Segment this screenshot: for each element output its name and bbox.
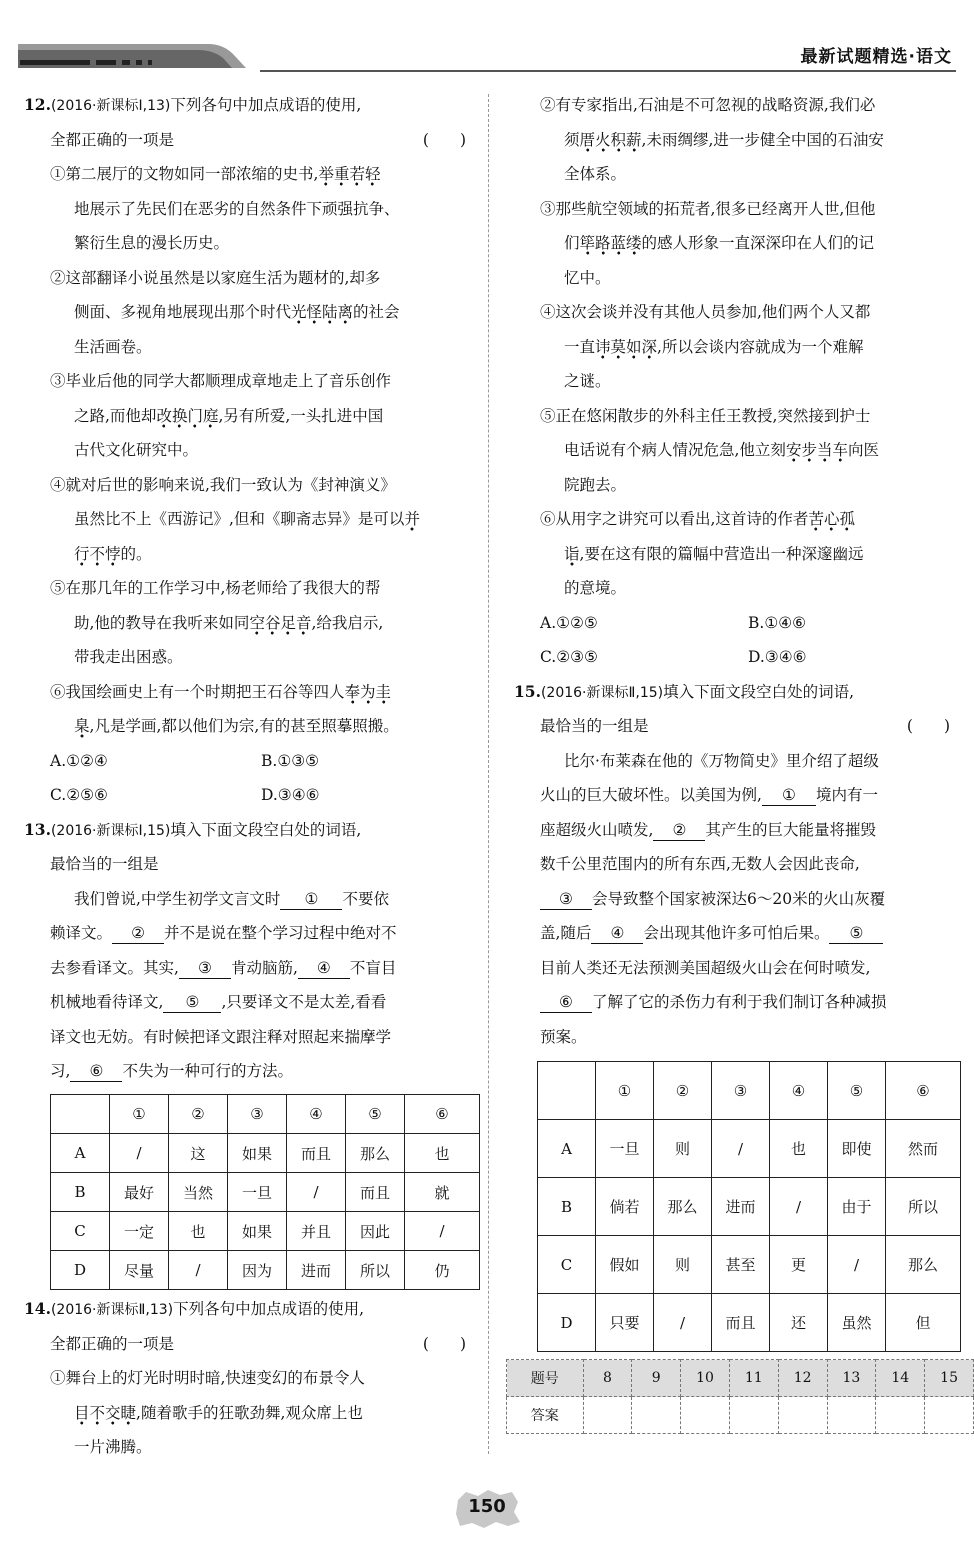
q13-text2b: 并不是说在整个学习过程中绝对不 xyxy=(164,924,397,942)
q13-blank-4[interactable]: ④ xyxy=(298,958,350,979)
q14-s3-idiom: 筚路蓝缕 xyxy=(580,234,642,256)
q14-source: (2016·新课标Ⅱ,13) xyxy=(50,1302,174,1318)
q12-option-b[interactable]: B.①③⑤ xyxy=(261,751,320,770)
q12-s6-idiom-a: 奉为圭 xyxy=(345,683,392,705)
table-cell: 则 xyxy=(654,1120,712,1178)
table-cell: 也 xyxy=(405,1134,480,1173)
q12-s1-line3: 繁衍生息的漫长历史。 xyxy=(74,234,230,252)
table-cell: 一旦 xyxy=(228,1173,287,1212)
q12-s4-line1: ④就对后世的影响来说,我们一致认为《封神演义》 xyxy=(50,475,396,494)
question-number: 9 xyxy=(632,1360,681,1397)
header-title: 最新试题精选·语文 xyxy=(800,47,952,67)
table-row xyxy=(51,1212,480,1251)
q13-text4: 机械地看待译文, xyxy=(50,993,164,1011)
table-cell: ③ xyxy=(712,1062,770,1120)
table-cell: 甚至 xyxy=(712,1236,770,1294)
q15-text2b: 境内有一 xyxy=(815,786,878,804)
table-cell: 进而 xyxy=(712,1178,770,1236)
table-cell: 还 xyxy=(770,1294,828,1352)
table-cell: 而且 xyxy=(287,1134,346,1173)
q12-s6-text: ⑥我国绘画史上有一个时期把王石谷等四人 xyxy=(50,682,345,701)
table-row xyxy=(507,1397,974,1434)
q12-s3-text2: ,另有所爱,一头扎进中国 xyxy=(218,406,384,425)
q14-s2-line3: 全体系。 xyxy=(564,165,627,183)
q14-s1-idiom: 目不交睫 xyxy=(74,1404,136,1426)
q13-text5: 译文也无妨。有时候把译文跟注释对照起来揣摩学 xyxy=(50,1027,392,1046)
table-cell: 这 xyxy=(169,1134,228,1173)
header-rule xyxy=(260,70,956,72)
q14-option-b[interactable]: B.①④⑥ xyxy=(748,613,807,632)
table-cell: 而且 xyxy=(712,1294,770,1352)
table-cell: A xyxy=(51,1134,110,1173)
answer-cell[interactable] xyxy=(632,1397,681,1434)
table-cell: 也 xyxy=(770,1120,828,1178)
q14-s5-line1: ⑤正在悠闲散步的外科主任王教授,突然接到护士 xyxy=(540,406,871,425)
table-cell: ⑥ xyxy=(405,1095,480,1134)
q14-s3-line3: 忆中。 xyxy=(564,268,611,287)
q15-answer-paren[interactable]: ( ) xyxy=(906,717,950,735)
q14-s1-text: ,随着歌手的狂歌劲舞,观众席上也 xyxy=(136,1403,363,1422)
table-cell: ④ xyxy=(287,1095,346,1134)
table-cell: ② xyxy=(654,1062,712,1120)
table-cell: 由于 xyxy=(828,1178,886,1236)
q15-text9: 预案。 xyxy=(540,1027,587,1046)
q14-option-c[interactable]: C.②③⑤ xyxy=(540,648,598,666)
q13-stem2: 最恰当的一组是 xyxy=(50,855,159,873)
q14-s3-line1: ③那些航空领域的拓荒者,很多已经离开人世,但他 xyxy=(540,199,876,218)
q12-s4-text: 虽然比不上《西游记》,但和《聊斋志异》是可以 xyxy=(74,510,405,528)
table-row xyxy=(538,1294,961,1352)
left-column xyxy=(24,88,472,1089)
question-number: 12 xyxy=(778,1360,827,1397)
q12-s3-line1: ③毕业后他的同学大都顺理成章地走上了音乐创作 xyxy=(50,372,392,390)
q14-s4-text: 一直 xyxy=(564,337,596,356)
q15-text3b: 其产生的巨大能量将摧毁 xyxy=(705,820,876,839)
q15-blank-1[interactable]: ① xyxy=(762,785,816,806)
table-cell: 就 xyxy=(405,1173,480,1212)
question-number: 13 xyxy=(827,1360,876,1397)
q12-s5-line1: ⑤在那几年的工作学习中,杨老师给了我很大的帮 xyxy=(50,579,381,597)
table-cell: 而且 xyxy=(346,1173,405,1212)
table-cell: B xyxy=(538,1178,596,1236)
q12-s4-idiom-b: 行不悖 xyxy=(74,545,121,567)
q14-s6-line3: 的意境。 xyxy=(564,579,627,597)
q14-s2-text2: ,未雨绸缪,进一步健全中国的石油安 xyxy=(641,130,884,149)
table-cell: 但 xyxy=(886,1294,961,1352)
q15-text7: 目前人类还无法预测美国超级火山会在何时喷发, xyxy=(540,958,871,977)
table-row xyxy=(507,1360,974,1397)
table-cell: 那么 xyxy=(346,1134,405,1173)
table-cell: 即使 xyxy=(828,1120,886,1178)
q13-blank-6[interactable]: ⑥ xyxy=(70,1061,122,1082)
table-cell: 只要 xyxy=(596,1294,654,1352)
q13-stem: 填入下面文段空白处的词语, xyxy=(170,820,362,839)
q14-stem: 下列各句中加点成语的使用, xyxy=(173,1300,365,1318)
table-cell: / xyxy=(770,1178,828,1236)
table-row xyxy=(538,1178,961,1236)
q13-blank-5[interactable]: ⑤ xyxy=(163,992,221,1013)
q14-s4-text2: ,所以会谈内容就成为一个难解 xyxy=(657,337,864,356)
q12-s2-line1: ②这部翻译小说虽然是以家庭生活为题材的,却多 xyxy=(50,268,381,287)
q13-text4b: ,只要译文不是太差,看看 xyxy=(221,993,387,1011)
table-cell: 所以 xyxy=(886,1178,961,1236)
q12-s1-idiom: 举重若轻 xyxy=(318,165,380,187)
q14-s5-text: 电话说有个病人情况危急,他立刻 xyxy=(564,441,786,459)
q14-block xyxy=(24,1292,472,1465)
q12-s2-idiom: 光怪陆离 xyxy=(291,303,353,325)
table-row xyxy=(51,1251,480,1290)
answer-cell[interactable] xyxy=(681,1397,730,1434)
table-cell: 假如 xyxy=(596,1236,654,1294)
table-cell: ③ xyxy=(228,1095,287,1134)
q14-number: 14. xyxy=(24,1299,51,1318)
table-cell: 一旦 xyxy=(596,1120,654,1178)
table-cell: ⑥ xyxy=(886,1062,961,1120)
q12-s6-text2: ,凡是学画,都以他们为宗,有的甚至照摹照搬。 xyxy=(89,717,399,735)
table-cell: D xyxy=(538,1294,596,1352)
table-cell: 倘若 xyxy=(596,1178,654,1236)
table-cell: D xyxy=(51,1251,110,1290)
q12-s6-idiom-b: 臬 xyxy=(74,717,90,739)
table-cell: ⑤ xyxy=(828,1062,886,1120)
answer-cell[interactable] xyxy=(925,1397,974,1434)
q12-s5-idiom: 空谷足音 xyxy=(249,614,311,636)
table-row xyxy=(538,1236,961,1294)
table-cell: ② xyxy=(169,1095,228,1134)
table-cell: 仍 xyxy=(405,1251,480,1290)
q14-s5-line3: 院跑去。 xyxy=(564,475,627,494)
q12-s4-idiom-a: 并 xyxy=(404,510,420,532)
q12-option-a[interactable]: A.①②④ xyxy=(50,751,108,770)
table-cell: C xyxy=(538,1236,596,1294)
q14-option-a[interactable]: A.①②⑤ xyxy=(540,613,598,632)
table-cell: A xyxy=(538,1120,596,1178)
table-cell: 则 xyxy=(654,1236,712,1294)
page-number: 150 xyxy=(468,1496,506,1517)
q15-options-table xyxy=(537,1061,961,1352)
table-row xyxy=(538,1120,961,1178)
q14-s4-line1: ④这次会谈并没有其他人员参加,他们两个人又都 xyxy=(540,303,871,321)
table-cell: B xyxy=(51,1173,110,1212)
header-decoration xyxy=(18,40,248,68)
q12-s5-text2: ,给我启示, xyxy=(311,613,384,632)
table-cell: / xyxy=(828,1236,886,1294)
question-number: 15 xyxy=(925,1360,974,1397)
q15-source: (2016·新课标Ⅱ,15) xyxy=(540,684,664,701)
q15-text1: 比尔·布莱森在他的《万物简史》里介绍了超级 xyxy=(564,751,879,770)
q14-s5-idiom: 安步当车 xyxy=(786,441,848,463)
q15-number: 15. xyxy=(514,681,541,701)
q14-s6-idiom-b: 诣 xyxy=(564,545,580,567)
q15-blank-3[interactable]: ③ xyxy=(540,889,592,910)
q12-s5-text: 助,他的教导在我听来如同 xyxy=(74,613,250,632)
q12-option-c[interactable]: C.②⑤⑥ xyxy=(50,786,108,804)
q13-text3c: 不盲目 xyxy=(349,958,397,977)
table-cell: 因为 xyxy=(228,1251,287,1290)
q13-source: (2016·新课标Ⅰ,15) xyxy=(50,822,171,839)
table-cell: 那么 xyxy=(654,1178,712,1236)
q12-option-d[interactable]: D.③④⑥ xyxy=(261,786,320,804)
table-cell: 更 xyxy=(770,1236,828,1294)
table-cell: ① xyxy=(596,1062,654,1120)
table-cell: / xyxy=(712,1120,770,1178)
table-cell xyxy=(538,1062,596,1120)
q15-text6: 盖,随后 xyxy=(540,924,592,942)
q13-blank-2[interactable]: ② xyxy=(112,923,164,944)
q12-s1-text: ①第二展厅的文物如同一部浓缩的史书, xyxy=(50,165,319,183)
table-cell: 也 xyxy=(169,1212,228,1251)
answer-cell[interactable] xyxy=(778,1397,827,1434)
q15-text8: 了解了它的杀伤力有利于我们制订各种减损 xyxy=(592,993,887,1011)
q12-answer-paren[interactable]: ( ) xyxy=(422,130,466,149)
answer-row-label: 题号 xyxy=(507,1360,584,1397)
q14-s2-idiom: 厝火积薪 xyxy=(580,131,642,153)
table-cell: 进而 xyxy=(287,1251,346,1290)
question-number: 10 xyxy=(681,1360,730,1397)
q14-s2-line1: ②有专家指出,石油是不可忽视的战略资源,我们必 xyxy=(540,96,876,114)
q12-s2-text2: 的社会 xyxy=(353,303,400,321)
answer-cell[interactable] xyxy=(827,1397,876,1434)
q13-options-table xyxy=(50,1094,480,1290)
q15-stem2: 最恰当的一组是 xyxy=(540,717,649,735)
table-row xyxy=(51,1095,480,1134)
q14-s6-text2: ,要在这有限的篇幅中营造出一种深邃幽远 xyxy=(579,544,864,563)
q15-blank-6[interactable]: ⑥ xyxy=(540,992,592,1013)
q12-s3-idiom: 改换门庭 xyxy=(156,407,218,429)
q13-number: 13. xyxy=(24,819,51,839)
q13-text6: 习, xyxy=(50,1062,71,1080)
q14-s3-text2: 的感人形象一直深深印在人们的记 xyxy=(641,234,875,252)
q15-text6b: 会出现其他许多可怕后果。 xyxy=(643,924,830,942)
table-cell: 如果 xyxy=(228,1212,287,1251)
table-cell: 最好 xyxy=(110,1173,169,1212)
q13-blank-1[interactable]: ① xyxy=(280,889,342,910)
q14-answer-paren[interactable]: ( ) xyxy=(422,1334,466,1353)
table-cell: ① xyxy=(110,1095,169,1134)
table-cell: / xyxy=(654,1294,712,1352)
table-cell: 因此 xyxy=(346,1212,405,1251)
q14-option-d[interactable]: D.③④⑥ xyxy=(748,648,807,666)
q12-stem2: 全都正确的一项是 xyxy=(50,130,175,149)
table-cell: / xyxy=(169,1251,228,1290)
question-number: 11 xyxy=(729,1360,778,1397)
table-row xyxy=(51,1134,480,1173)
question-number: 8 xyxy=(583,1360,632,1397)
q15-text2: 火山的巨大破坏性。以美国为例, xyxy=(540,786,762,804)
q14-s4-idiom: 讳莫如深 xyxy=(595,338,657,360)
table-cell: 当然 xyxy=(169,1173,228,1212)
q12-s2-line3: 生活画卷。 xyxy=(74,337,152,356)
table-cell: 虽然 xyxy=(828,1294,886,1352)
q14-s5-text2: 向医 xyxy=(847,441,879,459)
q14-s6-text: ⑥从用字之讲究可以看出,这首诗的作者 xyxy=(540,510,809,528)
q12-s4-text2: 的。 xyxy=(120,544,152,563)
table-cell: 尽量 xyxy=(110,1251,169,1290)
q12-s5-line3: 带我走出困惑。 xyxy=(74,648,183,666)
table-cell: C xyxy=(51,1212,110,1251)
q14-s1-line1: ①舞台上的灯光时明时暗,快速变幻的布景令人 xyxy=(50,1369,365,1387)
answer-cell[interactable] xyxy=(876,1397,925,1434)
q12-s1-line2: 地展示了先民们在恶劣的自然条件下顽强抗争、 xyxy=(74,199,400,218)
page-number-badge xyxy=(452,1488,522,1530)
q15-stem: 填入下面文段空白处的词语, xyxy=(663,682,855,701)
table-cell xyxy=(51,1095,110,1134)
answer-cell[interactable] xyxy=(583,1397,632,1434)
q14-s1-line3: 一片沸腾。 xyxy=(74,1438,152,1456)
table-cell: / xyxy=(287,1173,346,1212)
q14-s4-line3: 之谜。 xyxy=(564,372,611,390)
q15-blank-2[interactable]: ② xyxy=(653,820,705,841)
answer-row-label: 答案 xyxy=(507,1397,584,1434)
question-number: 14 xyxy=(876,1360,925,1397)
table-cell: ⑤ xyxy=(346,1095,405,1134)
q13-blank-3[interactable]: ③ xyxy=(179,958,231,979)
table-cell: 那么 xyxy=(886,1236,961,1294)
q12-s3-text: 之路,而他却 xyxy=(74,406,157,425)
table-cell: 如果 xyxy=(228,1134,287,1173)
table-cell: / xyxy=(110,1134,169,1173)
q13-text6b: 不失为一种可行的方法。 xyxy=(122,1062,293,1080)
q13-text2: 赖译文。 xyxy=(50,924,113,942)
q12-source: (2016·新课标Ⅰ,13) xyxy=(50,98,171,114)
table-cell: / xyxy=(405,1212,480,1251)
table-row xyxy=(51,1173,480,1212)
q14-s3-text: 们 xyxy=(564,234,580,252)
table-cell: 所以 xyxy=(346,1251,405,1290)
q13-text1: 我们曾说,中学生初学文言文时 xyxy=(74,889,281,908)
q15-blank-4[interactable]: ④ xyxy=(591,923,643,944)
q14-s2-text: 须 xyxy=(564,130,580,149)
q14-stem2: 全都正确的一项是 xyxy=(50,1334,175,1353)
answer-table xyxy=(506,1359,974,1434)
q14-s6-idiom-a: 苦心孤 xyxy=(808,510,855,532)
answer-cell[interactable] xyxy=(729,1397,778,1434)
table-cell: ④ xyxy=(770,1062,828,1120)
q15-blank-5[interactable]: ⑤ xyxy=(829,923,883,944)
right-column xyxy=(514,88,956,1054)
table-row xyxy=(538,1062,961,1120)
q12-s2-text: 侧面、多视角地展现出那个时代 xyxy=(74,303,292,321)
table-cell: 一定 xyxy=(110,1212,169,1251)
q13-text1b: 不要依 xyxy=(342,889,389,908)
q12-number: 12. xyxy=(24,95,51,114)
column-divider xyxy=(488,94,489,1454)
q15-text3: 座超级火山喷发, xyxy=(540,820,654,839)
q13-text3: 去参看译文。其实, xyxy=(50,958,179,977)
q12-s3-line3: 古代文化研究中。 xyxy=(74,441,199,459)
q15-text5: 会导致整个国家被深达6～20米的火山灰覆 xyxy=(592,889,886,908)
q12-stem: 下列各句中加点成语的使用, xyxy=(170,96,362,114)
q13-text3b: 肯动脑筋, xyxy=(230,958,298,977)
table-cell: 并且 xyxy=(287,1212,346,1251)
table-cell: 然而 xyxy=(886,1120,961,1178)
q15-text4: 数千公里范围内的所有东西,无数人会因此丧命, xyxy=(540,855,860,873)
